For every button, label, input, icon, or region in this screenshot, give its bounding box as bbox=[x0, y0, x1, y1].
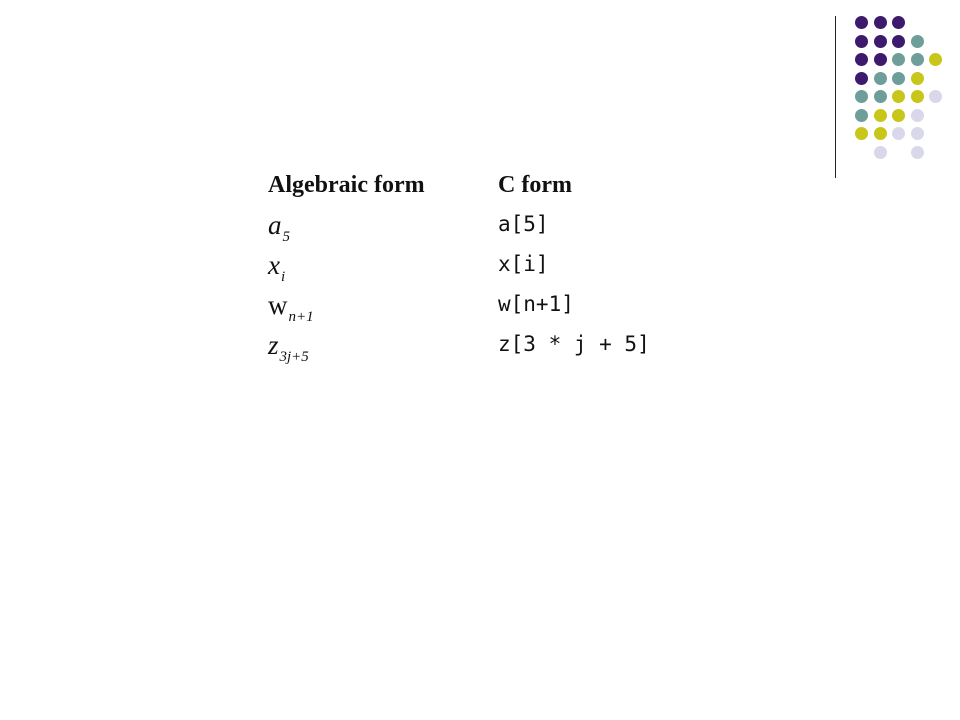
c-expression: x[i] bbox=[498, 252, 549, 276]
decorative-dot bbox=[874, 72, 887, 85]
variable-name: w bbox=[268, 290, 288, 320]
decorative-dot bbox=[855, 90, 868, 103]
algebraic-expression bbox=[268, 290, 314, 326]
decorative-dot bbox=[874, 146, 887, 159]
variable-name: x bbox=[268, 250, 280, 280]
decorative-dot bbox=[874, 53, 887, 66]
decorative-dot bbox=[855, 16, 868, 29]
decorative-dot bbox=[892, 90, 905, 103]
decorative-dot bbox=[911, 127, 924, 140]
decorative-dot bbox=[911, 109, 924, 122]
decorative-dot bbox=[929, 90, 942, 103]
variable-name: z bbox=[268, 330, 279, 360]
variable-subscript: 5 bbox=[282, 229, 290, 245]
c-expression: z[3 * j + 5] bbox=[498, 332, 650, 356]
variable-subscript: 3j+5 bbox=[279, 349, 309, 365]
table-header-row bbox=[268, 170, 668, 210]
decorative-dot bbox=[855, 109, 868, 122]
decorative-dot bbox=[892, 109, 905, 122]
decorative-dot bbox=[911, 35, 924, 48]
decorative-divider-line bbox=[835, 16, 836, 178]
decorative-dot bbox=[874, 90, 887, 103]
decorative-dot bbox=[911, 53, 924, 66]
table-row bbox=[268, 250, 668, 290]
algebraic-expression bbox=[268, 250, 285, 286]
decorative-dot bbox=[911, 90, 924, 103]
algebraic-expression bbox=[268, 210, 290, 246]
algebraic-expression bbox=[268, 330, 309, 366]
variable-subscript: i bbox=[280, 269, 286, 285]
decorative-dot bbox=[892, 53, 905, 66]
decorative-dot bbox=[874, 109, 887, 122]
table-row bbox=[268, 330, 668, 370]
decorative-dot bbox=[929, 53, 942, 66]
table-row bbox=[268, 290, 668, 330]
decorative-dot bbox=[892, 127, 905, 140]
decorative-dot bbox=[892, 35, 905, 48]
table-row bbox=[268, 210, 668, 250]
c-expression: w[n+1] bbox=[498, 292, 574, 316]
decorative-dot bbox=[855, 127, 868, 140]
decorative-dot bbox=[911, 72, 924, 85]
decorative-dot bbox=[855, 72, 868, 85]
decorative-dot bbox=[855, 53, 868, 66]
header-c-form: C form bbox=[498, 172, 572, 198]
c-expression: a[5] bbox=[498, 212, 549, 236]
header-algebraic-form: Algebraic form bbox=[268, 172, 425, 198]
array-notation-table bbox=[268, 170, 668, 370]
variable-subscript: n+1 bbox=[288, 309, 314, 325]
decorative-dot bbox=[892, 72, 905, 85]
decorative-dot bbox=[874, 16, 887, 29]
decorative-dot bbox=[911, 146, 924, 159]
decorative-dot bbox=[874, 127, 887, 140]
decorative-dot bbox=[855, 35, 868, 48]
decorative-dot bbox=[892, 16, 905, 29]
variable-name: a bbox=[268, 210, 282, 240]
decorative-dot bbox=[874, 35, 887, 48]
